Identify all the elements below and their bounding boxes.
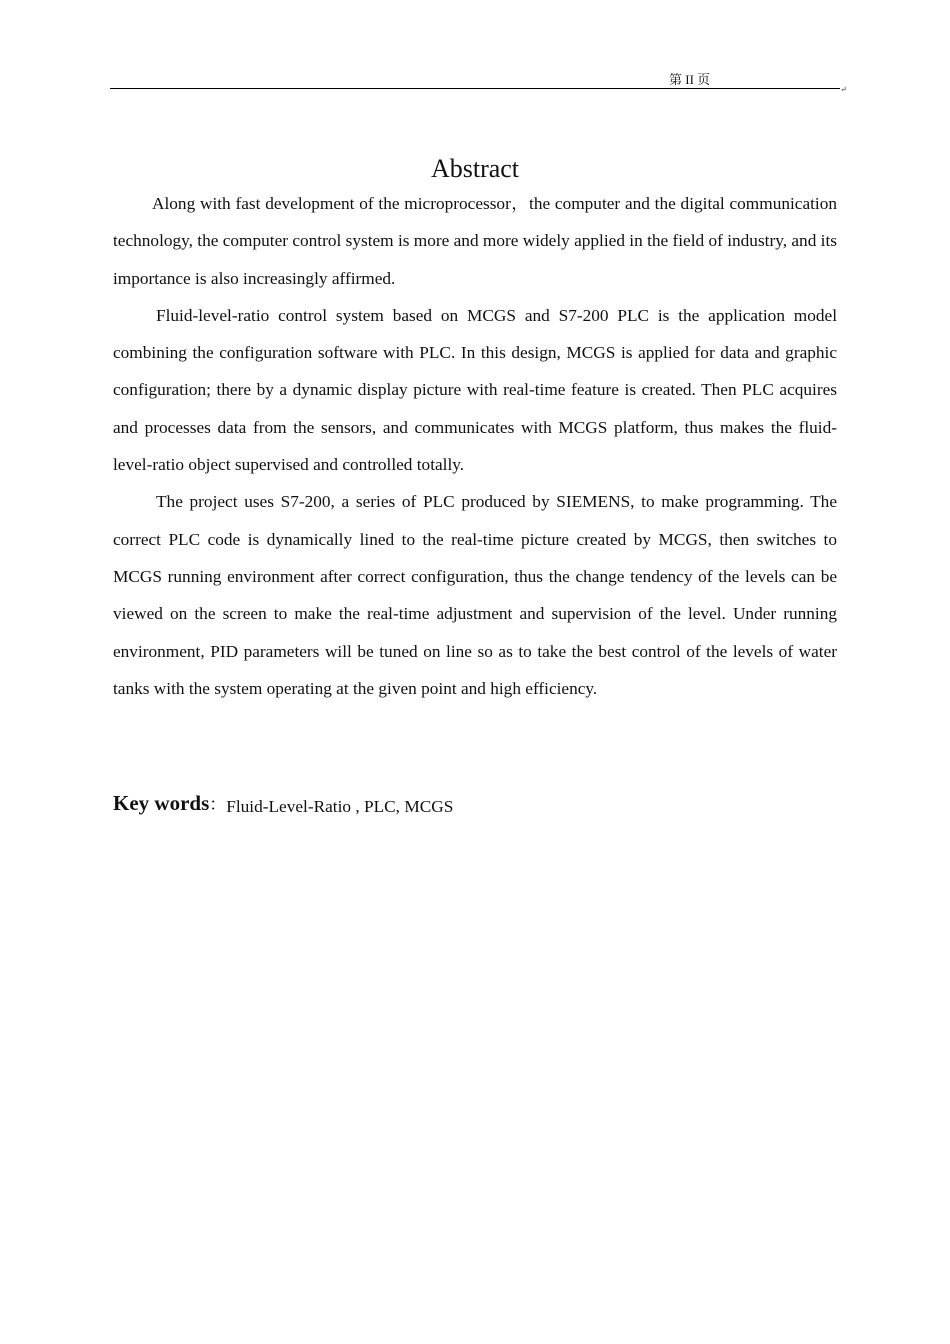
abstract-paragraph-2: Fluid-level-ratio control system based on MCGS and S7-200 PLC is the application model combining the configuration software with PLC. In this design, MCGS is applied for data and graphic configuration; there by a dynamic display picture with real-time feature is created. Then PLC acquires and processes data from the sensors, and communicates with MCGS platform, thus makes the fluid-level-ratio object supervised and controlled totally. <box>113 305 837 475</box>
abstract-body <box>113 185 837 707</box>
paragraph-mark-icon: ↵ <box>840 85 847 94</box>
keywords-line <box>113 790 837 816</box>
abstract-title: Abstract <box>430 154 520 184</box>
header-rule <box>110 88 840 89</box>
keywords-label: Key words <box>113 791 210 815</box>
keywords-value: Fluid-Level-Ratio , PLC, MCGS <box>226 797 454 816</box>
keywords-separator: ： <box>209 795 227 814</box>
page-number-label: 第 II 页 <box>669 72 711 87</box>
abstract-paragraph-3: The project uses S7-200, a series of PLC produced by SIEMENS, to make programming. The correct PLC code is dynamically lined to the real-time picture created by MCGS, then switches to MCGS running environment after correct configuration, thus the change tendency of the levels can be viewed on the screen to make the real-time adjustment and supervision of the level. Under running environment, PID parameters will be tuned on line so as to take the best control of the levels of water tanks with the system operating at the given point and high efficiency. <box>113 492 837 698</box>
abstract-paragraph-1: Along with fast development of the microprocessor，the computer and the digital communication technology, the computer control system is more and more widely applied in the field of industry, and its importance is also increasingly affirmed. <box>113 194 837 288</box>
